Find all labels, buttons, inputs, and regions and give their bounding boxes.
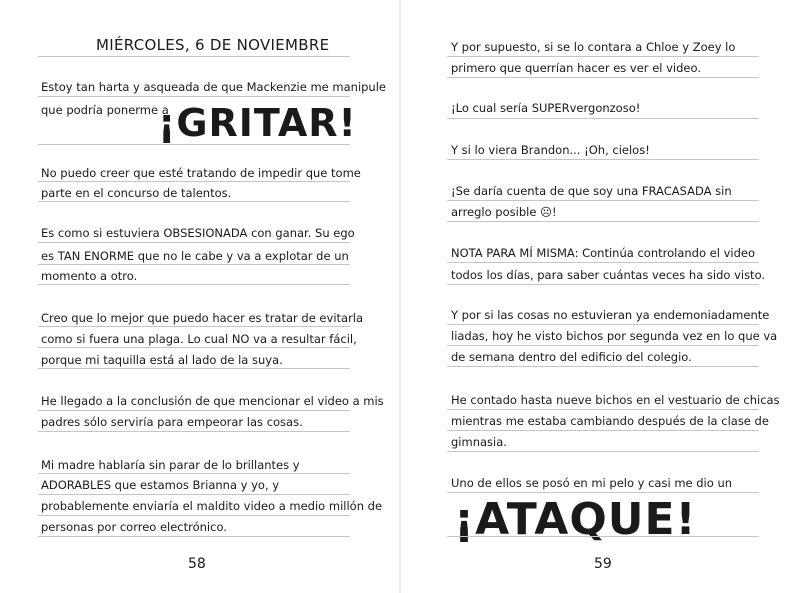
ruled-line	[447, 77, 759, 78]
text-line: Mi madre hablaría sin parar de lo brillantes y	[41, 458, 300, 472]
text-line: No puedo creer que esté tratando de impedir que tome	[41, 166, 361, 180]
text-line: primero que querrían hacer es ver el video.	[451, 61, 701, 75]
text-line: personas por correo electrónico.	[41, 520, 227, 534]
text-line: parte en el concurso de talentos.	[41, 186, 232, 200]
text-line: He llegado a la conclusión de que mencionar el video a mis	[41, 394, 384, 408]
text-line: Creo que lo mejor que puedo hacer es tratar de evitarla	[41, 311, 364, 325]
ruled-line	[447, 345, 759, 346]
text-line: de semana dentro del edificio del colegio.	[451, 350, 692, 364]
text-line: NOTA PARA MÍ MISMA: Continúa controlando el video	[451, 246, 755, 260]
text-line: porque mi taquilla está al lado de la suya.	[41, 353, 283, 367]
page-number: 59	[594, 556, 612, 572]
text-line: momento a otro.	[41, 269, 138, 283]
text-line: que podría ponerme a	[41, 103, 169, 117]
ruled-line	[447, 284, 759, 285]
text-line: ¡Lo cual sería SUPERvergonzoso!	[451, 101, 641, 115]
ruled-line	[447, 118, 759, 119]
text-line: como si fuera una plaga. Lo cual NO va a resultar fácil,	[41, 332, 357, 346]
ruled-line	[447, 409, 759, 410]
ruled-line	[447, 536, 759, 537]
ruled-line	[447, 56, 759, 57]
text-line: Estoy tan harta y asqueada de que Mackenzie me manipule	[41, 80, 386, 94]
text-line: arreglo posible ☹!	[451, 205, 557, 219]
text-line: gimnasia.	[451, 435, 507, 449]
text-line: Y si lo viera Brandon... ¡Oh, cielos!	[451, 143, 650, 157]
text-line: todos los días, para saber cuántas veces ha sido visto.	[451, 268, 766, 282]
shout-text-ataque: ¡ATAQUE!	[454, 494, 697, 545]
text-line: Y por si las cosas no estuvieran ya endemoniadamente	[451, 308, 770, 322]
text-line: liadas, hoy he visto bichos por segunda vez en lo que va	[451, 329, 778, 343]
text-line: probablemente enviaría el maldito video a medio millón de	[41, 499, 383, 513]
page-heading: MIÉRCOLES, 6 DE NOVIEMBRE	[96, 36, 330, 54]
text-line: Es como si estuviera OBSESIONADA con ganar. Su ego	[41, 226, 355, 240]
ruled-line	[447, 159, 759, 160]
text-line: padres sólo serviría para empeorar las cosas.	[41, 415, 303, 429]
ruled-line	[447, 200, 759, 201]
text-line: mientras me estaba cambiando después de la clase de	[451, 414, 769, 428]
page-number: 58	[188, 556, 206, 572]
text-line: es TAN ENORME que no le cabe y va a explotar de un	[41, 249, 349, 263]
ruled-line	[447, 492, 759, 493]
ruled-line	[447, 262, 759, 263]
ruled-line	[447, 451, 759, 452]
text-line: Uno de ellos se posó en mi pelo y casi me dio un	[451, 476, 733, 490]
text-line: ¡Se daría cuenta de que soy una FRACASADA sin	[451, 184, 732, 198]
text-line: ADORABLES que estamos Brianna y yo, y	[41, 478, 280, 492]
text-line: Y por supuesto, si se lo contara a Chloe y Zoey lo	[451, 40, 736, 54]
text-line: He contado hasta nueve bichos en el vestuario de chicas	[451, 393, 780, 407]
shout-text-gritar: ¡GRITAR!	[158, 101, 357, 145]
ruled-line	[447, 366, 759, 367]
ruled-line	[447, 430, 759, 431]
ruled-line	[447, 221, 759, 222]
ruled-line	[447, 324, 759, 325]
